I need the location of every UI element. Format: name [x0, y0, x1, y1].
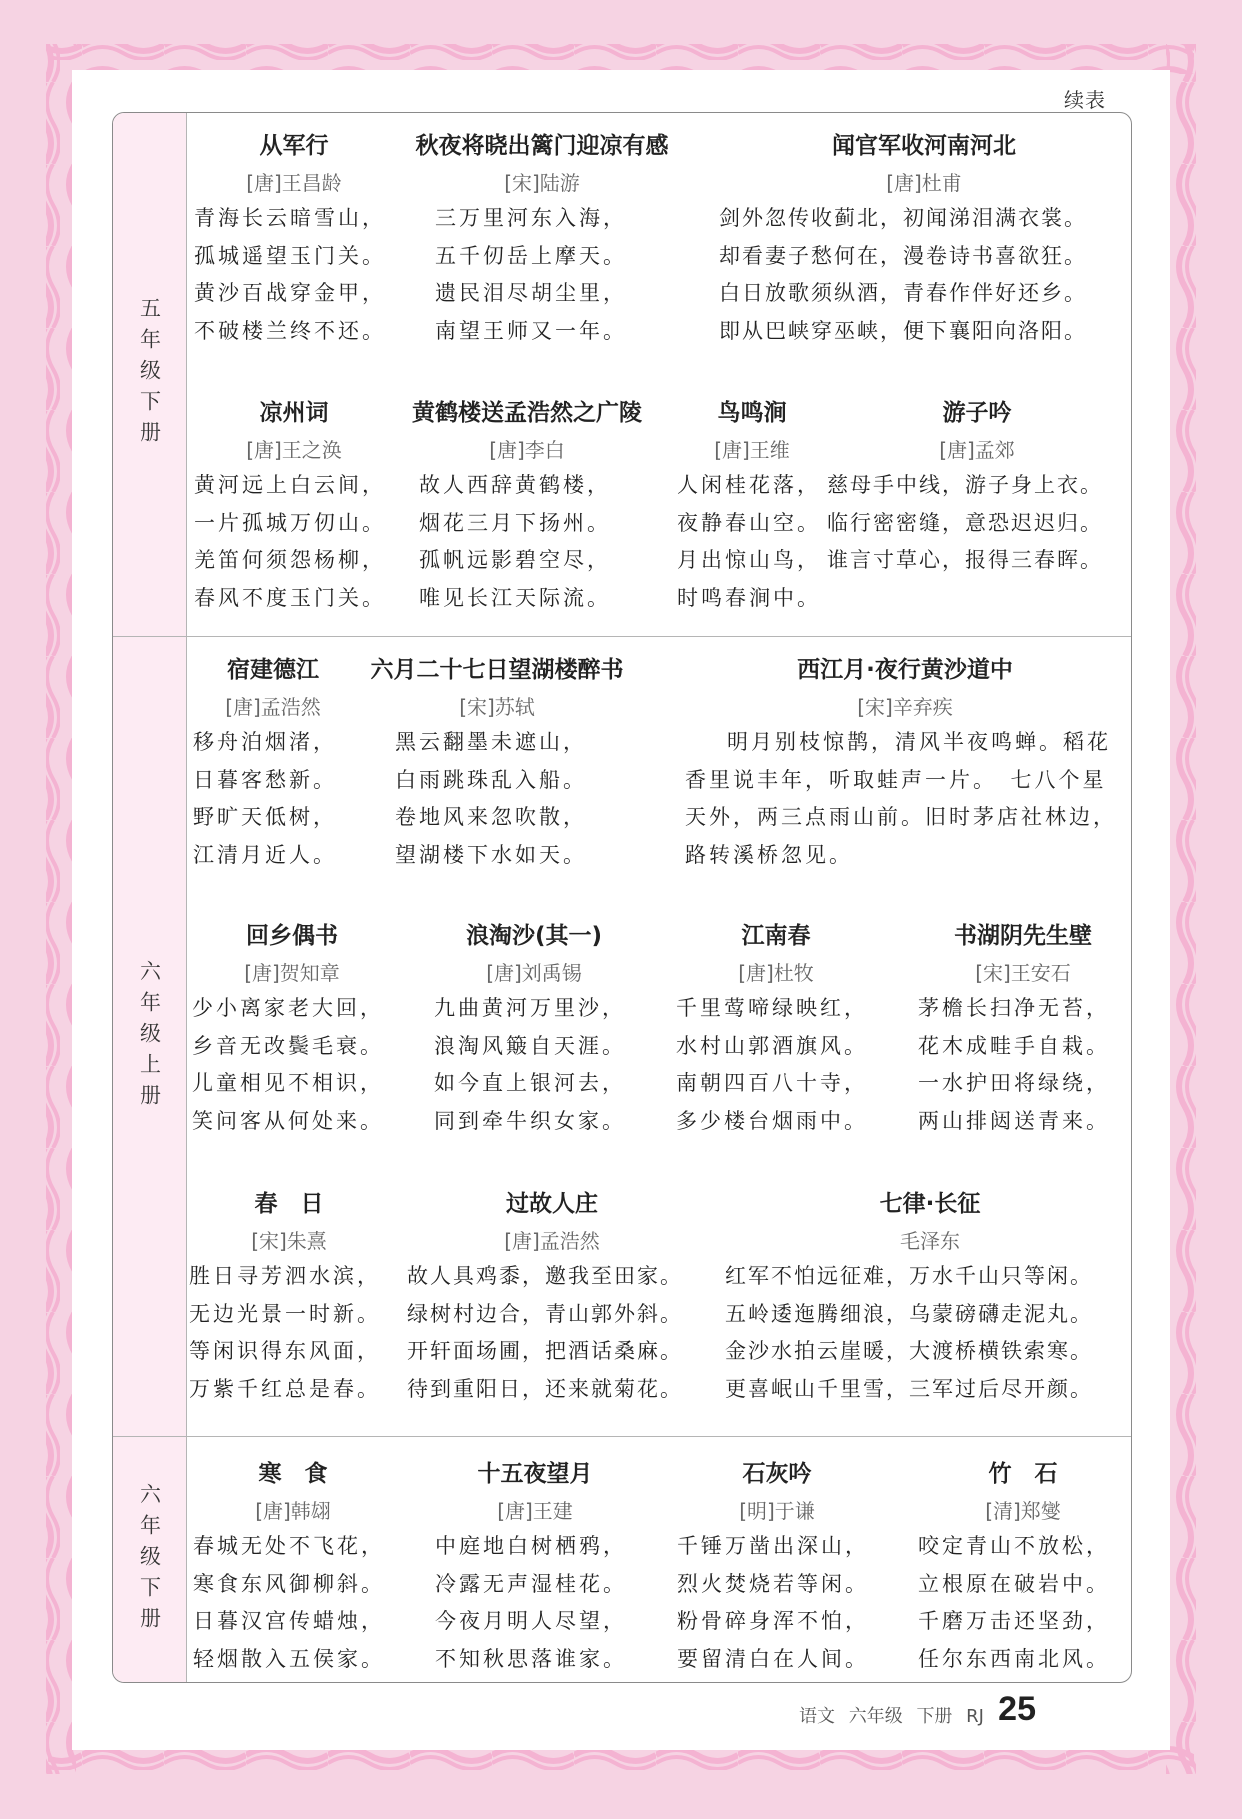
poem-line: 要留清白在人间。: [677, 1646, 869, 1671]
poem-author: [唐]韩翃: [255, 1499, 331, 1523]
poem-line: 笑问客从何处来。: [192, 1108, 384, 1133]
poem-line: 孤城遥望玉门关。: [194, 243, 386, 268]
poem-title: 从军行: [259, 133, 329, 159]
poem: [677, 394, 827, 617]
poem: [193, 651, 353, 874]
poem-author: [唐]孟浩然: [225, 695, 321, 719]
poem-line: 故人西辞黄鹤楼，: [419, 473, 611, 497]
poem-line: 如今直上银河去，: [434, 1071, 626, 1095]
poem-line: 人闲桂花落，: [677, 473, 821, 497]
poem-line: 时鸣春涧中。: [677, 585, 821, 610]
poem-line: 五千仞岳上摩天。: [435, 243, 627, 268]
poem-title: 鸟鸣涧: [717, 400, 787, 426]
poem-line: 粉骨碎身浑不怕，: [677, 1609, 869, 1633]
poem-author: [唐]刘禹锡: [486, 961, 582, 985]
poem-line: 千锤万凿出深山，: [677, 1534, 869, 1558]
poem-line: 开轩面场圃，把酒话桑麻。: [407, 1339, 683, 1363]
poem-line: 万紫千红总是春。: [189, 1376, 381, 1401]
poem-title: 石灰吟: [742, 1461, 812, 1487]
poem-line: 中庭地白树栖鸦，: [435, 1534, 627, 1558]
poem-line: 两山排闼送青来。: [918, 1108, 1110, 1133]
section-label-cell: [113, 1437, 187, 1683]
poem-line: 春风不度玉门关。: [194, 585, 386, 610]
section-content: [187, 1437, 1131, 1683]
poem-line: 三万里河东入海，: [435, 206, 627, 230]
poem-author: [唐]王维: [714, 438, 790, 462]
poem-line: 剑外忽传收蓟北，初闻涕泪满衣裳。: [719, 206, 1087, 230]
poem-title: 江南春: [741, 923, 811, 949]
poem: [676, 917, 876, 1140]
poem-title: 秋夜将晓出篱门迎凉有感: [415, 133, 669, 159]
page-footer: [799, 1702, 984, 1728]
poem-line: 千磨万击还坚劲，: [918, 1609, 1110, 1633]
poem-line: 不破楼兰终不还。: [194, 318, 386, 343]
section-label-cell: [113, 113, 187, 636]
poem-line: 一水护田将绿绕，: [918, 1071, 1110, 1095]
poem-title: 春 日: [254, 1191, 324, 1217]
poem-line: 即从巴峡穿巫峡，便下襄阳向洛阳。: [719, 318, 1087, 343]
poem-title: 书湖阴先生壁: [954, 923, 1092, 949]
poem-line: 南望王师又一年。: [435, 318, 627, 343]
poem-line: 临行密密缝，意恐迟迟归。: [827, 510, 1103, 535]
poem-line: 待到重阳日，还来就菊花。: [407, 1376, 683, 1401]
poem-line: 胜日寻芳泗水滨，: [189, 1264, 381, 1288]
poem-text: 明月别枝惊鹊，清风半夜鸣蝉。稻花香里说丰年，听取蛙声一片。 七八个星天外，两三点雨山前。旧时茅店社林边，路转溪桥忽见。: [685, 730, 1117, 867]
poem-line: 月出惊山鸟，: [677, 548, 821, 572]
poem-title: 六月二十七日望湖楼醉书: [370, 657, 624, 683]
poem: [685, 651, 1125, 874]
poem-title: 黄鹤楼送孟浩然之广陵: [412, 400, 642, 426]
poem-line: 冷露无声湿桂花。: [435, 1571, 627, 1596]
poem-line: 茅檐长扫净无苔，: [918, 996, 1110, 1020]
poem-author: [唐]贺知章: [244, 961, 340, 985]
poem: [357, 651, 637, 874]
poem-line: 咬定青山不放松，: [918, 1534, 1110, 1558]
poem-line: 黄沙百战穿金甲，: [194, 281, 386, 305]
poem-line: 绿树村边合，青山郭外斜。: [407, 1301, 683, 1326]
poem-author: [唐]王之涣: [246, 438, 342, 462]
poem-title: 竹 石: [988, 1461, 1058, 1487]
section-content: [187, 637, 1131, 1437]
poem-line: 唯见长江天际流。: [419, 585, 611, 610]
poem-author: [宋]陆游: [504, 171, 580, 195]
poem-title: 游子吟: [942, 400, 1012, 426]
poem-author: [宋]苏轼: [459, 695, 535, 719]
poem: [435, 1455, 635, 1678]
poems-table: [112, 112, 1132, 1683]
poem-line: 白雨跳珠乱入船。: [395, 767, 587, 792]
poem-author: [宋]王安石: [975, 961, 1071, 985]
poem-title: 十五夜望月: [477, 1461, 593, 1487]
footer-grade: 六年级: [848, 1706, 903, 1727]
poem-line: 多少楼台烟雨中。: [676, 1108, 868, 1133]
poem-line: 黄河远上白云间，: [194, 473, 386, 497]
poem-line: 更喜岷山千里雪，三军过后尽开颜。: [725, 1376, 1093, 1401]
section-content: [187, 113, 1131, 636]
poem-line: 日暮汉宫传蜡烛，: [193, 1609, 385, 1633]
poem-author: [唐]孟郊: [939, 438, 1015, 462]
poem-line: 夜静春山空。: [677, 510, 821, 535]
poem-line: 九曲黄河万里沙，: [434, 996, 626, 1020]
poem-line: 今夜月明人尽望，: [435, 1609, 627, 1633]
poem: [194, 127, 394, 350]
footer-volume: 下册: [916, 1706, 953, 1727]
section-label: 五年级下册: [137, 297, 162, 452]
poem: [434, 917, 634, 1140]
poem-line: 一片孤城万仞山。: [194, 510, 386, 535]
poem-author: [唐]李白: [489, 438, 565, 462]
poem-author: [唐]王昌龄: [246, 171, 342, 195]
section-label-cell: [113, 637, 187, 1437]
poem-line: 花木成畦手自栽。: [918, 1033, 1110, 1058]
section-grade5-vol2: [113, 113, 1131, 636]
footer-edition: RJ: [966, 1706, 984, 1727]
poem: [918, 1455, 1128, 1678]
poem-author: [清]郑燮: [985, 1499, 1061, 1523]
poem-line: 任尔东西南北风。: [918, 1646, 1110, 1671]
poem-author: 毛泽东: [900, 1229, 960, 1253]
continued-table-label: 续表: [1064, 88, 1106, 112]
poem-line: 同到牵牛织女家。: [434, 1108, 626, 1133]
poem-title: 闻官军收河南河北: [832, 133, 1016, 159]
poem-author: [唐]孟浩然: [504, 1229, 600, 1253]
poem-line: 烟花三月下扬州。: [419, 510, 611, 535]
poem-line: 移舟泊烟渚，: [193, 730, 337, 754]
poem: [194, 394, 394, 617]
poem-line: 烈火焚烧若等闲。: [677, 1571, 869, 1596]
poem-line: 卷地风来忽吹散，: [395, 805, 587, 829]
section-label: 六年级上册: [137, 959, 162, 1115]
poem-line: 红军不怕远征难，万水千山只等闲。: [725, 1264, 1093, 1288]
poem-line: 谁言寸草心，报得三春晖。: [827, 548, 1103, 572]
poem: [407, 1185, 697, 1408]
poem-line: 等闲识得东风面，: [189, 1339, 381, 1363]
poem-line: 五岭逶迤腾细浪，乌蒙磅礴走泥丸。: [725, 1301, 1093, 1326]
poem-line: 寒食东风御柳斜。: [193, 1571, 385, 1596]
poem-line: 无边光景一时新。: [189, 1301, 381, 1326]
poem-line: 慈母手中线，游子身上衣。: [827, 473, 1103, 497]
poem-line: 春城无处不飞花，: [193, 1534, 385, 1558]
poem-line: 乡音无改鬓毛衰。: [192, 1033, 384, 1058]
poem-line: 望湖楼下水如天。: [395, 842, 587, 867]
poem-title: 过故人庄: [506, 1191, 598, 1217]
poem-title: 西江月·夜行黄沙道中: [797, 657, 1013, 683]
poem: [827, 394, 1127, 580]
poem-line: 金沙水拍云崖暖，大渡桥横铁索寒。: [725, 1339, 1093, 1363]
page-number: 25: [998, 1690, 1036, 1728]
poem: [193, 1455, 393, 1678]
poem-title: 凉州词: [259, 400, 329, 426]
poem-title: 七律·长征: [879, 1191, 981, 1217]
poem-line: 千里莺啼绿映红，: [676, 996, 868, 1020]
poem-line: 白日放歌须纵酒，青春作伴好还乡。: [719, 281, 1087, 305]
poem-author: [唐]杜牧: [738, 961, 814, 985]
footer-subject: 语文: [798, 1706, 835, 1727]
poem-line: 羌笛何须怨杨柳，: [194, 548, 386, 572]
poem-line: 轻烟散入五侯家。: [193, 1646, 385, 1671]
poem-title: 浪淘沙(其一): [465, 923, 603, 949]
poem-line: 不知秋思落谁家。: [435, 1646, 627, 1671]
poem-line: 江清月近人。: [193, 842, 337, 867]
poem-line: 青海长云暗雪山，: [194, 206, 386, 230]
poem: [918, 917, 1128, 1140]
poem-title: 宿建德江: [227, 657, 319, 683]
poem-title: 回乡偶书: [246, 923, 338, 949]
poem: [719, 127, 1129, 350]
poem-line: 少小离家老大回，: [192, 996, 384, 1020]
section-label: 六年级下册: [137, 1482, 162, 1638]
section-grade6-vol1: [113, 636, 1131, 1437]
poem: [189, 1185, 389, 1408]
poem: [397, 127, 687, 350]
poem-author: [明]于谦: [739, 1499, 815, 1523]
poem: [397, 394, 657, 617]
poem: [725, 1185, 1132, 1408]
poem-author: [唐]王建: [497, 1499, 573, 1523]
poem-title: 寒 食: [258, 1461, 328, 1487]
poem-line: 却看妻子愁何在，漫卷诗书喜欲狂。: [719, 243, 1087, 268]
poem-line: 立根原在破岩中。: [918, 1571, 1110, 1596]
poem-line: 水村山郭酒旗风。: [676, 1033, 868, 1058]
section-grade6-vol2: [113, 1436, 1131, 1683]
poem-line: 黑云翻墨未遮山，: [395, 730, 587, 754]
poem-line: 遗民泪尽胡尘里，: [435, 281, 627, 305]
poem-line: 孤帆远影碧空尽，: [419, 548, 611, 572]
poem-author: [宋]朱熹: [251, 1229, 327, 1253]
poem-line: 日暮客愁新。: [193, 767, 337, 792]
poem: [192, 917, 392, 1140]
poem-author: [宋]辛弃疾: [857, 695, 953, 719]
poem: [677, 1455, 877, 1678]
poem-line: 浪淘风簸自天涯。: [434, 1033, 626, 1058]
poem-line: 南朝四百八十寺，: [676, 1071, 868, 1095]
poem-line: 故人具鸡黍，邀我至田家。: [407, 1264, 683, 1288]
poem-line: 儿童相见不相识，: [192, 1071, 384, 1095]
poem-author: [唐]杜甫: [886, 171, 962, 195]
poem-line: 野旷天低树，: [193, 805, 337, 829]
